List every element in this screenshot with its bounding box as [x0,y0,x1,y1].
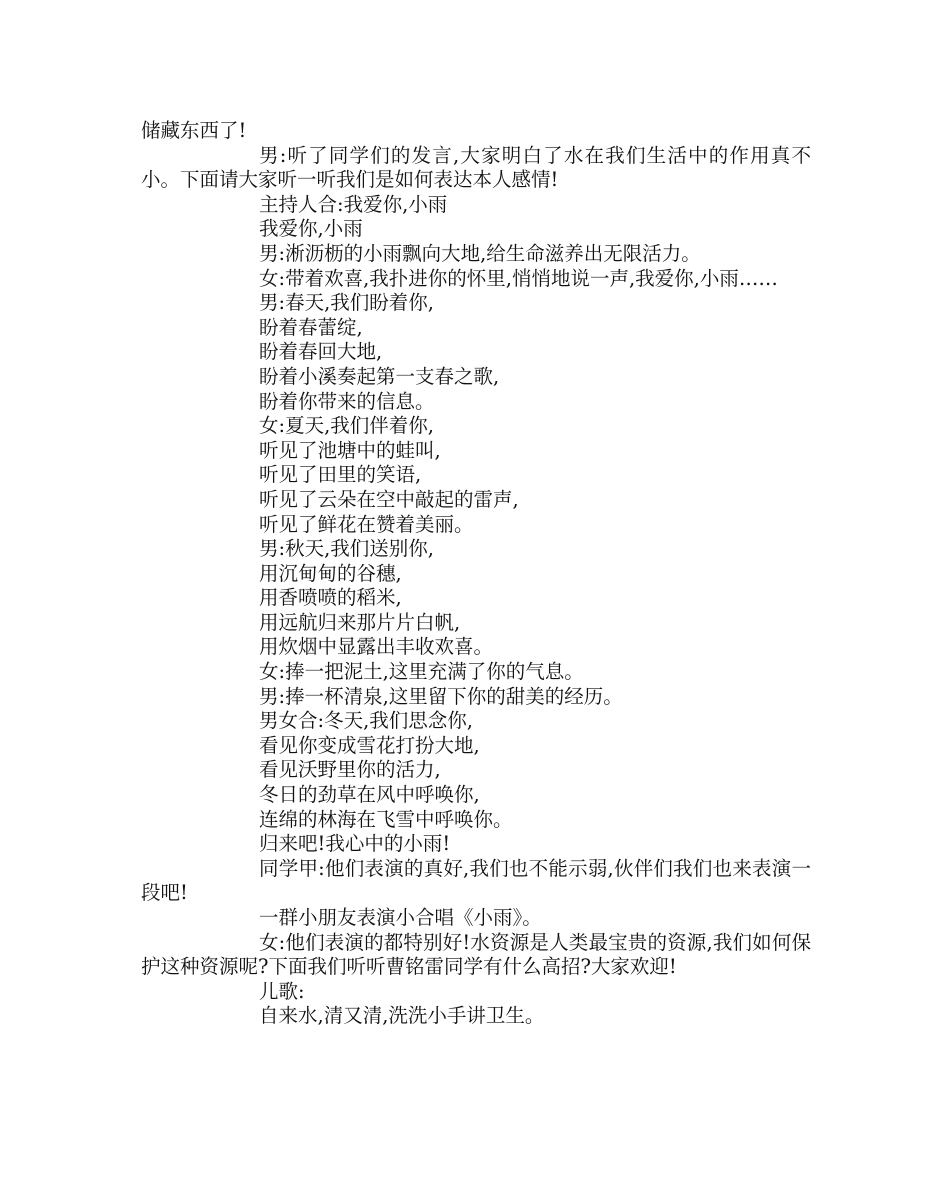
paragraph: 听见了池塘中的蛙叫, [259,438,441,462]
paragraph: 男:听了同学们的发言,大家明白了水在我们生活中的作用真不小。下面请大家听一听我们是如何表达本人感情! [141,143,811,192]
paragraph: 一群小朋友表演小合唱《小雨》。 [259,906,542,929]
paragraph: 盼着春蕾绽, [259,315,363,339]
paragraph: 归来吧!我心中的小雨! [259,832,451,856]
paragraph: 冬日的劲草在风中呼唤你, [259,783,480,807]
paragraph: 用香喷喷的稻米, [259,586,402,610]
paragraph: 男:春天,我们盼着你, [259,291,434,315]
paragraph: 盼着小溪奏起第一支春之歌, [259,364,500,388]
paragraph: 看见你变成雪花打扮大地, [259,733,480,757]
paragraph: 自来水,清又清,洗洗小手讲卫生。 [259,1004,545,1028]
paragraph: 男女合:冬天,我们思念你, [259,709,473,733]
paragraph: 男:捧一杯清泉,这里留下你的甜美的经历。 [259,684,623,708]
paragraph: 用炊烟中显露出丰收欢喜。 [259,635,494,659]
paragraph: 女:夏天,我们伴着你, [259,414,434,438]
paragraph: 同学甲:他们表演的真好,我们也不能示弱,伙伴们我们也来表演一段吧! [141,856,811,905]
paragraph: 女:他们表演的都特别好!水资源是人类最宝贵的资源,我们如何保护这种资源呢?下面我们听听曹铭雷同学有什么高招?大家欢迎! [141,930,811,979]
paragraph: 儿歌: [259,979,305,1003]
paragraph: 听见了田里的笑语, [259,463,422,487]
paragraph: 储藏东西了! [141,119,247,142]
paragraph: 看见沃野里你的活力, [259,758,441,782]
paragraph: 主持人合:我爱你,小雨 [259,192,448,216]
paragraph: 用沉甸甸的谷穗, [259,561,402,585]
paragraph: 男:淅沥枥的小雨飘向大地,给生命滋养出无限活力。 [259,241,701,265]
paragraph: 盼着你带来的信息。 [259,389,435,413]
paragraph: 听见了鲜花在赞着美丽。 [259,512,474,536]
paragraph: 我爱你,小雨 [259,217,363,241]
paragraph: 女:捧一把泥土,这里充满了你的气息。 [259,660,584,684]
paragraph: 盼着春回大地, [259,340,383,364]
document-body [141,119,811,1029]
paragraph: 用远航归来那片片白帆, [259,610,461,634]
paragraph: 连绵的林海在飞雪中呼唤你。 [259,807,513,831]
paragraph: 男:秋天,我们送别你, [259,537,434,561]
paragraph: 听见了云朵在空中敲起的雷声, [259,487,519,511]
paragraph: 女:带着欢喜,我扑进你的怀里,悄悄地说一声,我爱你,小雨…… [259,266,778,290]
